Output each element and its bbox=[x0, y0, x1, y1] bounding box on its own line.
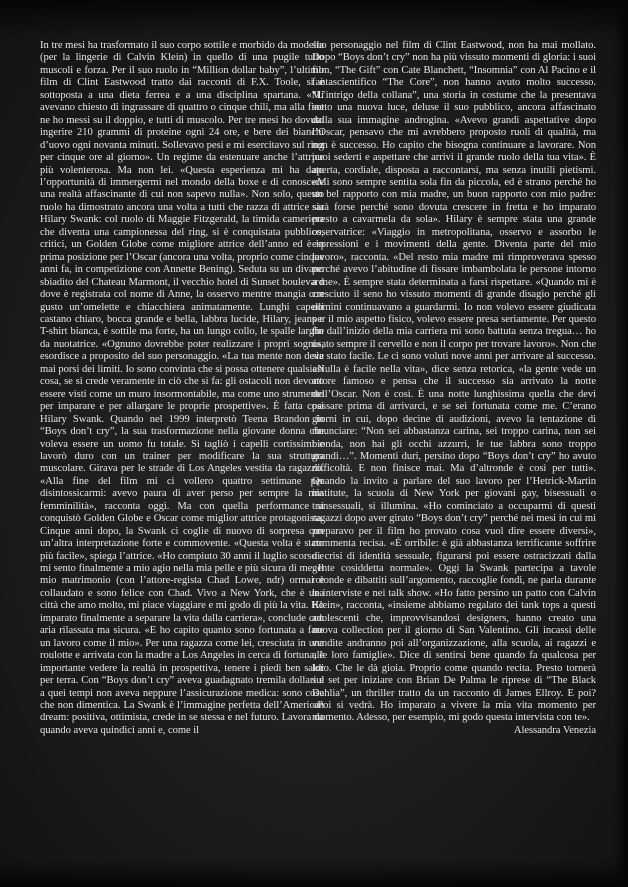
top-shadow bbox=[0, 0, 628, 38]
bottom-shadow bbox=[0, 859, 628, 887]
article-column-left bbox=[40, 40, 324, 737]
article-text-right: suo personaggio nel film di Clint Eastwood, non ha mai mollato. Dopo “Boys don’t cry” non ha più vissuto momenti di gloria: i suoi film, “The Gift” con Cate Blanchett, “Insomnia” con Al Pacino e il fantascientifico “The Core”, non hanno avuto molto successo. “L’intrigo della collana”, una storia in costume che la presentava sotto una nuova luce, deluse il suo pubblico, ancora affascinato dalla sua immagine androgina. «Avevo grandi aspettative dopo l’Oscar, pensavo che mi avrebbero proposto ruoli di qualità, ma non è successo. Ho capito che bisogna continuare a lavorare. Non puoi sederti e aspettare che arrivi il grande ruolo della tua vita». È aperta, cordiale, disposta a raccontarsi, ma senza inutili pietismi. «Mi sono sempre sentita sola fin da piccola, ed è strano perché ho un bel rapporto con mia madre, un buon rapporto con mio padre: sarà forse perché sono dovuta crescere in fretta e ho imparato presto a cavarmela da sola». Hilary è sempre stata una grande osservatrice: «Viaggio in metropolitana, osservo e assorbo le espressioni e i movimenti della gente. Diventa parte del mio lavoro», racconta. «Del resto mia madre mi rimproverava spesso perché avevo l’abitudine di fissare imbambolata le persone intorno a me». È sempre stata determinata a farsi rispettare. «Quando mi è cresciuto il seno ho vissuto momenti di grande disagio perché gli uomini continuavano a guardarmi. Io non volevo essere giudicata per il mio aspetto fisico, volevo essere presa seriamente. Per questo fin dall’inizio della mia carriera mi sono battuta senza tregua… ho usato sempre il cervello e non il corpo per trovare lavoro». Non che sia stato facile. Le ci sono voluti nove anni per arrivare al successo. «Nulla è facile nella vita», dice senza retorica, «la gente vede un attore famoso e pensa che il successo sia arrivato la notte dell’Oscar. Non è così. È una notte lunghissima quella che devi passare prima di arrivarci, e se sei fortunata come me. C’erano giorni in cui, dopo decine di audizioni, avevo la tentazione di rinunciare: “Non sei abbastanza carina, sei troppo carina, non sei bionda, non hai gli occhi azzurri, le tue labbra sono troppo grandi…”. Momenti duri, persino dopo “Boys don’t cry” ho avuto difficoltà. E non finisce mai. Ma d’altronde è così per tutti». Quando la invito a parlare del suo lavoro per l’Hetrick-Martin institute, la scuola di New York per giovani gay, bisessuali o transessuali, si illumina. «Ho cominciato a occuparmi di questi ragazzi dopo aver girato “Boys don’t cry” perché nei mesi in cui mi preparavo per il film ho provato cosa vuol dire essere diversi», commenta recisa. «È orribile: è già abbastanza terrificante soffrire di crisi di identità sessuale, figurarsi poi essere ostracizzati dalla gente cosiddetta normale». Oggi la Swank partecipa a tavole rotonde e dibattiti sull’argomento, raccoglie fondi, ne parla durante le interviste e nei talk show. «Ho fatto persino un patto con Calvin Klein», racconta, «insieme abbiamo regalato dei tank tops a questi adolescenti che, improvvisandosi designers, hanno creato una nuova collection per il giorno di San Valentino. Gli incassi delle vendite andranno poi all’organizzazione, alla scuola, ai ragazzi e alle loro famiglie». Dice di sentirsi bene quando fa qualcosa per loro. Che le dà gioia. Proprio come quando recita. Presto tornerà sul set per iniziare con Brian De Palma le riprese di “The Black Dahlia”, un thriller tratto da un racconto di James Ellroy. E poi? «Poi si vedrà. Ho imparato a vivere la mia vita momento per momento. Adesso, per esempio, mi godo questa intervista con te». bbox=[312, 40, 596, 724]
author-byline: Alessandra Venezia bbox=[513, 724, 596, 736]
article-column-right bbox=[312, 40, 596, 737]
article-text-left: In tre mesi ha trasformato il suo corpo sottile e morbido da modella (per la lingerie di Calvin Klein) in quello di una pugile tutto muscoli e forza. Per il suo ruolo in “Million dollar baby”, l’ultimo film di Clint Eastwood tratto dai racconti di F.X. Toole, si è sottoposta a una dieta ferrea e a una disciplina spartana. «Mi avevano chiesto di ingrassare di quattro o cinque chili, ma alla fine ne ho messi su il doppio, e tutti di muscolo. Per tre mesi ho dovuto ingerire 210 grammi di proteine ogni 24 ore, e bere dei bianchi d’uovo ogni novanta minuti. Sollevavo pesi e mi esercitavo sul ring per cinque ore al giorno». Un regime da estenuare anche l’attrice più volenterosa. Ma non lei. «Questa esperienza mi ha dato l’opportunità di immergermi nel mondo della boxe e di conoscere una realtà affascinante di cui non sapevo nulla». Non solo, questo ruolo ha dimostrato ancora una volta a tutti che razza di attrice sia Hilary Swank: col ruolo di Maggie Fitzgerald, la timida cameriera che diventa una campionessa del ring, si è conquistata pubblico, critici, un Golden Globe come migliore attrice dell’anno ed è in prima posizione per l’Oscar (ancora una volta, proprio come cinque anni fa, in competizione con Annette Bening). Seduta su un divano sbiadito del Chateau Marmont, il vecchio hotel di Sunset boulevard dove è registrata col nome di Anne, la osservo mentre mangia con gusto un’omelette e chiacchiera animatamente. Lunghi capelli castano chiaro, bocca grande e bella, labbra lucide, Hilary, jeans e T-shirt bianca, è sottile ma forte, ha un lungo collo, le spalle larghe da nuotatrice. «Ognuno dovrebbe poter realizzare i propri sogni», esordisce a proposito del suo personaggio. «La tua mente non deve mai porsi dei limiti. Io sono convinta che si possa ottenere qualsiasi cosa, se si crede veramente in ciò che si fa: gli ostacoli non devono essere visti come un muro insormontabile, ma come uno strumento per imparare e per allargare le proprie prospettive». È fatta così Hilary Swank. Quando nel 1999 interpretò Teena Brandon in “Boys don’t cry”, la sua trasformazione nella giovane donna che voleva essere un uomo fu totale. Si tagliò i capelli cortissimi e lavorò duro con un trainer per modificare la sua struttura muscolare. Girava per le strade di Los Angeles vestita da ragazzo. «Alla fine del film mi ci vollero quattro settimane per disintossicarmi: avevo paura di aver perso per sempre la mia femminilità», racconta oggi. Ma con quella performance si conquistò Golden Globe e Oscar come miglior attrice protagonista. Cinque anni dopo, la Swank ci coglie di nuovo di sorpresa con un’altra interpretazione forte e commovente. «Questa volta è stato più facile», spiega l’attrice. «Ho compiuto 30 anni il luglio scorso e mi sento finalmente a mio agio nella mia pelle e più sicura di me. Il mio matrimonio (con l’attore-regista Chad Lowe, ndr) ormai è collaudato e sono felice con Chad. Vivo a New York, che è una città che amo molto, mi piace viaggiare e mi godo di più la vita. Ho imparato finalmente a separare la vita dalla carriera», conclude con aria rilassata ma sicura. «E ho capito quanto sono fortunata a fare un lavoro come il mio». Per una ragazza come lei, cresciuta in una roulotte e arrivata con la madre a Los Angeles in cerca di fortuna, è importante vedere la realtà in prospettiva, tenere i piedi ben saldi per terra. Con “Boys don’t cry” aveva guadagnato tremila dollari e a quei tempi non aveva neppure l’assicurazione medica: sono cose che non dimentica. La Swank è l’immagine perfetta dell’American dream: positiva, ottimista, crede in se stessa e nel futuro. Lavora da quando aveva quindici anni e, come il bbox=[40, 40, 324, 736]
right-shadow bbox=[614, 0, 628, 887]
